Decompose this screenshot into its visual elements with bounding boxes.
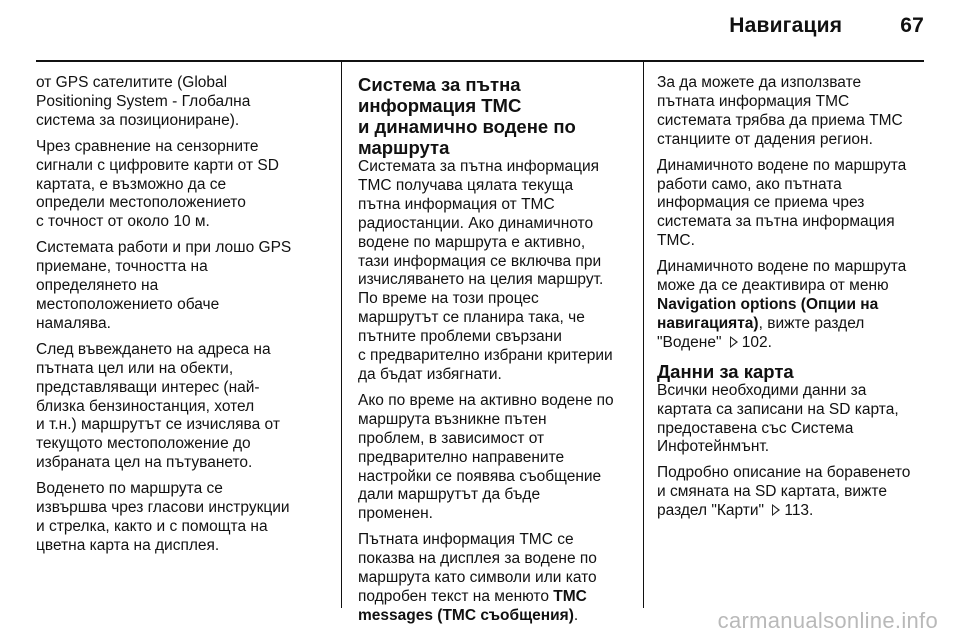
page-header — [729, 14, 924, 38]
section-heading-tmc: Система за пътна информация TMC и динамично водене по маршрута — [358, 74, 576, 158]
column-3 — [657, 74, 929, 528]
paragraph-end: . — [573, 606, 579, 624]
paragraph: За да можете да използвате пътната информация TMC системата трябва да приема TMC станциите от дадения регион. — [657, 74, 903, 148]
paragraph-nav-options — [657, 258, 929, 353]
header-divider — [36, 60, 924, 62]
paragraph: Системата за пътна информация TMC получава цялата текуща пътна информация от TMC радиостанции. Ако динамичното водене по маршрута е активно, тази информация се включва при изчисляването на целия маршрут. По време на този процес маршрутът се планира така, че пътните проблеми свързани с предварително избрани критерии да бъдат избягнати. — [358, 158, 613, 383]
paragraph: Ако по време на активно водене по маршрута възникне пътен проблем, в зависимост от предварително направените настройки се появява съобщение дали маршрутът да бъде променен. — [358, 391, 614, 523]
paragraph: от GPS сателитите (Global Positioning System - Глобална система за позициониране). — [36, 74, 251, 129]
paragraph: Воденето по маршрута се извършва чрез гласови инструкции и стрелка, както и с помощта на цветна карта на дисплея. — [36, 480, 290, 554]
page-reference-arrow-icon — [730, 336, 738, 348]
paragraph-text: Подробно описание на боравенето и смяната на SD картата, вижте раздел "Карти" — [657, 464, 911, 520]
paragraph: След въвеждането на адреса на пътната цел или на обекти, представляващи интерес (най- близка бензиностанция, хотел и т.н.) маршрутът се изчислява от текущото местоположение до избраната цел на пътуването. — [36, 340, 280, 472]
paragraph: Системата работи и при лошо GPS приемане, точността на определянето на местоположението обаче намалява. — [36, 239, 292, 332]
column-divider — [341, 60, 342, 608]
paragraph-text: , вижте раздел "Водене" — [657, 314, 865, 351]
paragraph-text: Пътната информация TMC се показва на дисплея за водене по маршрута като символи или като подробен текст на менюто — [358, 531, 597, 605]
paragraph-text: Динамичното водене по маршрута може да се деактивира от меню — [657, 258, 907, 295]
page-number: 67 — [900, 14, 924, 37]
page-reference: 102. — [741, 333, 772, 351]
page-reference: 113. — [784, 502, 814, 520]
page-title: Навигация — [729, 14, 843, 37]
watermark: carmanualsonline.info — [717, 608, 938, 633]
page-reference-arrow-icon — [772, 504, 780, 516]
menu-name-tmc-messages: TMC messages (TMC съобщения) — [358, 587, 587, 624]
paragraph: Динамичното водене по маршрута работи само, ако пътната информация се приема чрез системата за пътна информация TMC. — [657, 156, 907, 250]
paragraph: Чрез сравнение на сензорните сигнали с цифровите карти от SD картата, е възможно да се определи местоположението с точност от около 10 м. — [36, 137, 279, 231]
paragraph-maps-ref — [657, 464, 929, 521]
column-divider — [643, 60, 644, 608]
section-heading-map-data: Данни за карта — [657, 360, 794, 382]
column-2 — [358, 74, 626, 633]
column-1 — [36, 74, 304, 563]
paragraph: Всички необходими данни за картата са записани на SD карта, предоставена със Система Инфотейнмънт. — [657, 381, 899, 456]
menu-name-navigation-options: Navigation options (Опции на навигацията) — [657, 295, 879, 332]
